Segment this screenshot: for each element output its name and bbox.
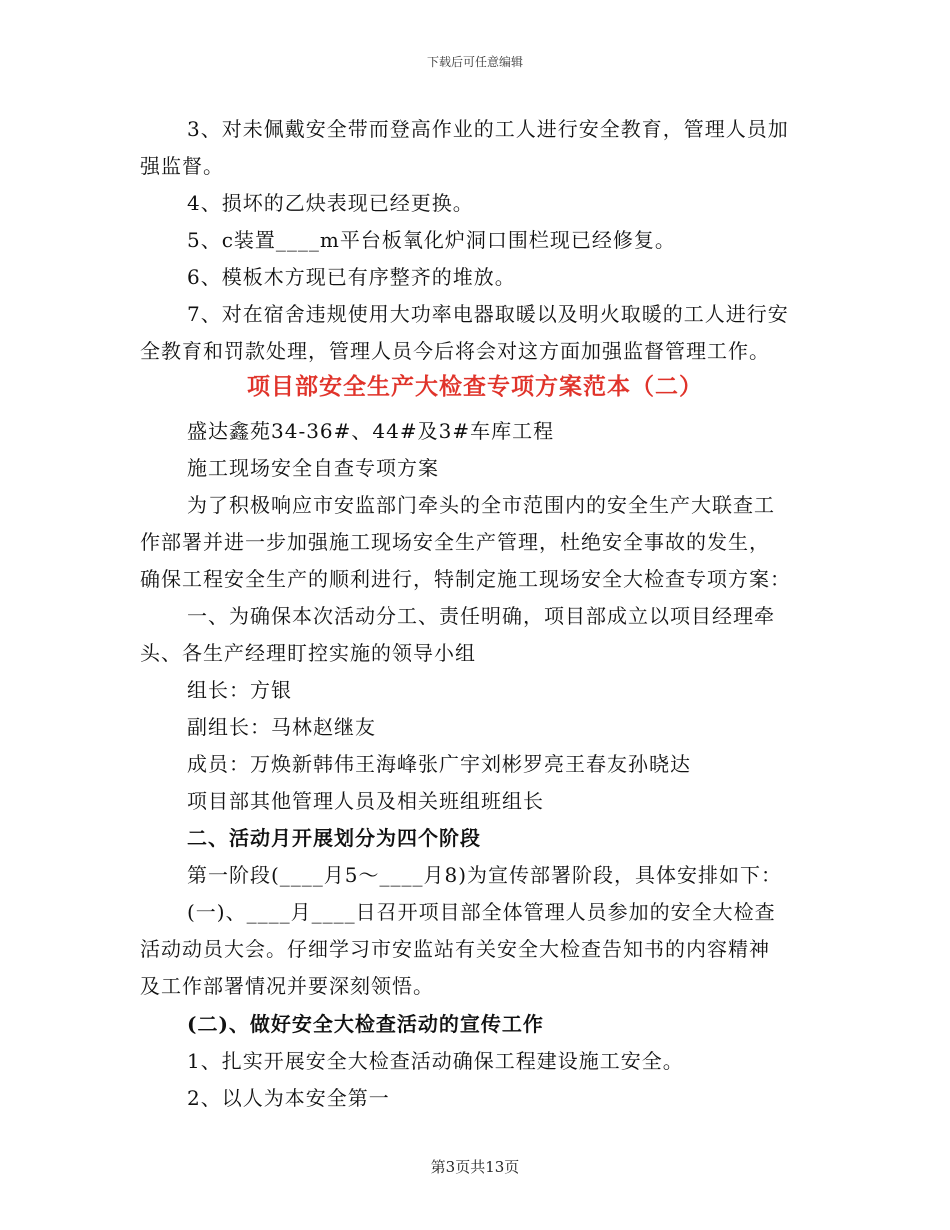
others-line: 项目部其他管理人员及相关班组班组长	[187, 789, 544, 813]
item-3-line-1: 3、对未佩戴安全带而登高作业的工人进行安全教育，管理人员加	[187, 117, 789, 141]
leader-line: 组长：方银	[187, 678, 292, 702]
part-1-line-2: 活动动员大会。仔细学习市安监站有关安全大检查告知书的内容精神	[140, 937, 770, 961]
item-7-line-1: 7、对在宿舍违规使用大功率电器取暖以及明火取暖的工人进行安	[187, 302, 789, 326]
subject-line: 施工现场安全自查专项方案	[187, 456, 439, 480]
part-2-heading: (二)、做好安全大检查活动的宣传工作	[187, 1012, 544, 1036]
item-5: 5、c装置____m平台板氧化炉洞口围栏现已经修复。	[187, 228, 676, 252]
item-3-line-2: 强监督。	[140, 154, 224, 178]
item-4: 4、损坏的乙炔表现已经更换。	[187, 191, 474, 215]
header-note: 下载后可任意编辑	[426, 55, 523, 69]
item-6: 6、模板木方现已有序整齐的堆放。	[187, 265, 516, 289]
section-1-line-1: 一、为确保本次活动分工、责任明确，项目部成立以项目经理牵	[187, 604, 775, 628]
section-1-line-2: 头、各生产经理盯控实施的领导小组	[140, 641, 476, 665]
members-line: 成员：万焕新韩伟王海峰张广宇刘彬罗亮王春友孙晓达	[187, 752, 691, 776]
document-title: 项目部安全生产大检查专项方案范本（二）	[247, 373, 703, 400]
intro-line-2: 作部署并进一步加强施工现场安全生产管理，杜绝安全事故的发生，	[140, 530, 770, 554]
section-2-heading: 二、活动月开展划分为四个阶段	[187, 826, 481, 850]
intro-line-1: 为了积极响应市安监部门牵头的全市范围内的安全生产大联查工	[187, 493, 775, 517]
page-number: 第3页共13页	[430, 1158, 520, 1176]
intro-line-3: 确保工程安全生产的顺利进行，特制定施工现场安全大检查专项方案：	[140, 567, 791, 591]
item-7-line-2: 全教育和罚款处理，管理人员今后将会对这方面加强监督管理工作。	[140, 339, 770, 363]
vice-leader-line: 副组长：马林赵继友	[187, 715, 376, 739]
part-2-item-1: 1、扎实开展安全大检查活动确保工程建设施工安全。	[187, 1049, 684, 1073]
part-1-line-3: 及工作部署情况并要深刻领悟。	[140, 974, 434, 998]
phase-1-line: 第一阶段(____月5～____月8)为宣传部署阶段，具体安排如下：	[187, 863, 783, 887]
project-line: 盛达鑫苑34-36#、44#及3#车库工程	[187, 419, 555, 443]
part-2-item-2: 2、以人为本安全第一	[187, 1086, 390, 1110]
part-1-line-1: (一)、____月____日召开项目部全体管理人员参加的安全大检查	[187, 900, 776, 924]
